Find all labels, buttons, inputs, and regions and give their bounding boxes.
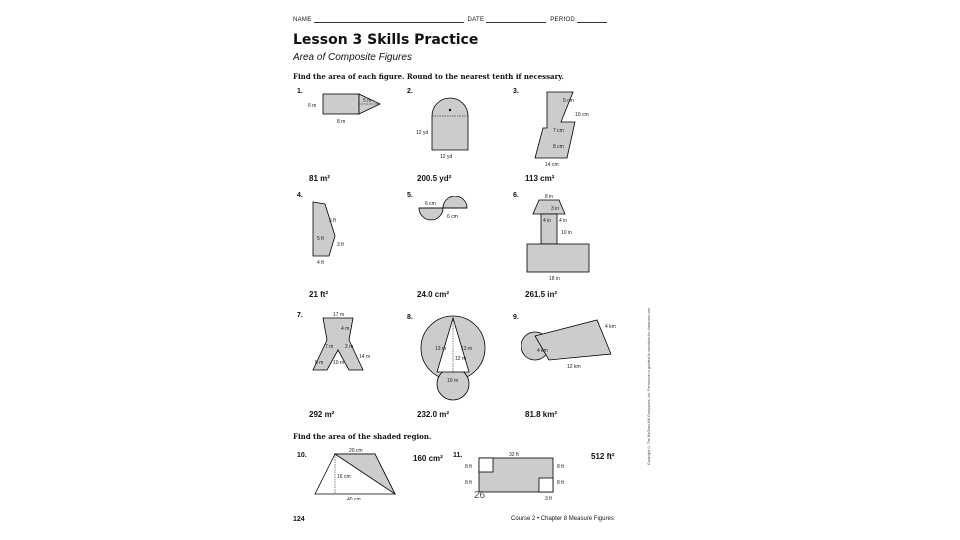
label: 7 cm: [553, 128, 564, 134]
label: 5 m: [363, 98, 372, 104]
label: 8 in: [545, 194, 554, 200]
label: 10 m: [447, 378, 459, 384]
label: 17 m: [333, 312, 345, 318]
problem-2-figure: [410, 92, 480, 162]
label: 2 m: [345, 344, 354, 350]
copyright-notice: Copyright © The McGraw-Hill Companies, Inc. Permission is granted to reproduce for classroom use.: [647, 307, 651, 465]
date-label: DATE: [467, 17, 485, 23]
label: 12 yd: [416, 130, 429, 136]
label: 3 in: [551, 206, 560, 212]
problem-10-figure: [305, 448, 405, 500]
label: 10 cm: [575, 112, 589, 118]
problem-8-answer: 232.0 m²: [417, 410, 450, 419]
problem-3-answer: 113 cm²: [525, 174, 555, 183]
problem-9-figure: [521, 316, 621, 376]
problem-7-answer: 292 m²: [309, 410, 335, 419]
label: 12 km: [567, 364, 581, 370]
lesson-subtitle: Area of Composite Figures: [293, 52, 412, 63]
problem-9-answer: 81.8 km²: [525, 410, 558, 419]
problem-9-number: 9.: [513, 314, 519, 321]
worksheet-page: [285, 8, 635, 536]
label: 13 m: [461, 346, 473, 352]
label: 12 m: [455, 356, 467, 362]
label: 4 in: [559, 218, 568, 224]
label: 14 m: [359, 354, 371, 360]
label: 5 ft: [329, 218, 336, 224]
problem-3-number: 3.: [513, 88, 519, 95]
problem-1-answer: 81 m²: [309, 174, 330, 183]
label: 8 cm: [553, 144, 564, 150]
header-line: [293, 16, 609, 23]
label: 8 ft: [465, 464, 472, 470]
problem-5-number: 5.: [407, 192, 413, 199]
problem-6-number: 6.: [513, 192, 519, 199]
slide-number: 26: [474, 490, 486, 501]
label: 12 yd: [440, 154, 453, 160]
label: 8 ft: [557, 464, 564, 470]
problem-2-number: 2.: [407, 88, 413, 95]
label: 6 cm: [447, 214, 458, 220]
label: 4 km: [605, 324, 616, 330]
label: 40 cm: [347, 497, 361, 500]
lesson-title: Lesson 3 Skills Practice: [293, 32, 479, 48]
label: 6 m: [308, 103, 317, 109]
problem-1-figure: [305, 88, 385, 128]
problem-8-number: 8.: [407, 314, 413, 321]
label: 10 m: [333, 360, 345, 366]
label: 4 km: [537, 348, 548, 354]
label: 18 in: [549, 276, 560, 282]
label: 4 ft: [317, 260, 324, 264]
problem-4-figure: [303, 194, 373, 264]
problem-6-figure: [521, 194, 601, 284]
problem-10-number: 10.: [297, 452, 307, 459]
label: 4 m: [341, 326, 350, 332]
problem-11-number: 11.: [453, 452, 463, 459]
problem-6-answer: 261.5 in²: [525, 290, 558, 299]
label: 8 m: [315, 360, 324, 366]
label: 7 m: [325, 344, 334, 350]
label: 6 cm: [425, 201, 436, 207]
label: 4 in: [543, 218, 552, 224]
label: 10 in: [561, 230, 572, 236]
label: 8 ft: [557, 480, 564, 486]
problem-8-figure: [413, 312, 493, 402]
problem-7-number: 7.: [297, 312, 303, 319]
problem-11-answer: 512 ft²: [591, 452, 615, 461]
problem-3-figure: [517, 88, 597, 168]
problem-4-answer: 21 ft²: [309, 290, 329, 299]
problem-4-number: 4.: [297, 192, 303, 199]
page-number: 124: [293, 516, 305, 523]
label: 16 cm: [337, 474, 351, 480]
label: 5 ft: [317, 236, 324, 242]
name-label: NAME: [293, 17, 312, 23]
label: 13 m: [435, 346, 447, 352]
label: 3 ft: [337, 242, 344, 248]
label: 3 ft: [545, 496, 552, 500]
problem-10-answer: 160 cm²: [413, 454, 443, 463]
problem-1-number: 1.: [297, 88, 303, 95]
label: 32 ft: [509, 452, 519, 458]
label: 20 cm: [349, 448, 363, 454]
problem-5-answer: 24.0 cm²: [417, 290, 450, 299]
problem-7-figure: [303, 312, 383, 382]
problem-5-figure: [411, 196, 481, 236]
instructions-shaded: Find the area of the shaded region.: [293, 432, 432, 441]
label: 14 cm: [545, 162, 559, 168]
instructions: Find the area of each figure. Round to the nearest tenth if necessary.: [293, 72, 564, 81]
problem-2-answer: 200.5 yd²: [417, 174, 452, 183]
course-footer: Course 2 • Chapter 8 Measure Figures: [511, 516, 614, 522]
label: 5 cm: [563, 98, 574, 104]
label: 8 m: [337, 119, 346, 125]
period-label: PERIOD: [550, 17, 576, 23]
label: 8 ft: [465, 480, 472, 486]
